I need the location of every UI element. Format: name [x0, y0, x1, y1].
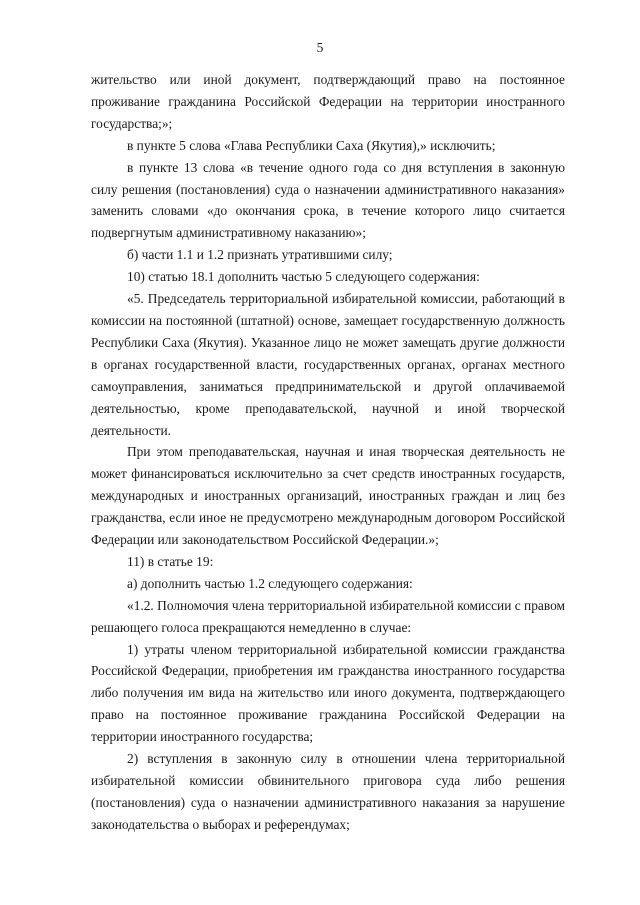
paragraph-12: 2) вступления в законную силу в отношении члена территориальной избирательной комиссии обвинительного приговора суда либо решения (постановления) суда о назначении административного наказания за нарушение законодательства о выборах и референдумах;	[91, 751, 565, 832]
paragraph-9: а) дополнить частью 1.2 следующего содержания:	[127, 575, 413, 591]
paragraph-7: При этом преподавательская, научная и иная творческая деятельность не может финансироваться исключительно за счет средств иностранных государств, международных и иностранных организаций, иностранных граждан и лиц без гражданства, если иное не предусмотрено международным договором Российской Федерации или законодательством Российской Федерации.»;	[91, 444, 565, 548]
paragraph-2: в пункте 5 слова «Глава Республики Саха (Якутия),» исключить;	[127, 137, 496, 153]
document-body	[91, 69, 565, 836]
paragraph-3: в пункте 13 слова «в течение одного года со дня вступления в законную силу решения (постановления) суда о назначении административного наказания» заменить словами «до окончания срока, в течение которого лицо считается подвергнутым административному наказанию»;	[91, 159, 565, 241]
paragraph-11: 1) утраты членом территориальной избирательной комиссии гражданства Российской Федерации, приобретения им гражданства иностранного государства либо получения им вида на жительство или иного документа, подтверждающего право на постоянное проживание гражданина Российской Федерации на территории иностранного государства;	[91, 641, 565, 745]
paragraph-6: «5. Председатель территориальной избирательной комиссии, работающий в комиссии на постоянной (штатной) основе, замещает государственную должность Республики Саха (Якутия). Указанное лицо не может замещать другие должности в органах государственной власти, государственных органах, органах местного самоуправления, заниматься предпринимательской и другой оплачиваемой деятельностью, кроме преподавательской, научной и иной творческой деятельности.	[91, 291, 565, 438]
paragraph-4: б) части 1.1 и 1.2 признать утратившими силу;	[127, 247, 393, 263]
paragraph-8: 11) в статье 19:	[127, 553, 214, 569]
paragraph-10: «1.2. Полномочия члена территориальной избирательной комиссии с правом решающего голоса прекращаются немедленно в случае:	[91, 597, 565, 635]
paragraph-1: жительство или иной документ, подтверждающий право на постоянное проживание гражданина Российской Федерации на территории иностранного государства;»;	[91, 72, 565, 131]
paragraph-5: 10) статью 18.1 дополнить частью 5 следующего содержания:	[127, 269, 480, 285]
page-number: 5	[316, 40, 324, 55]
